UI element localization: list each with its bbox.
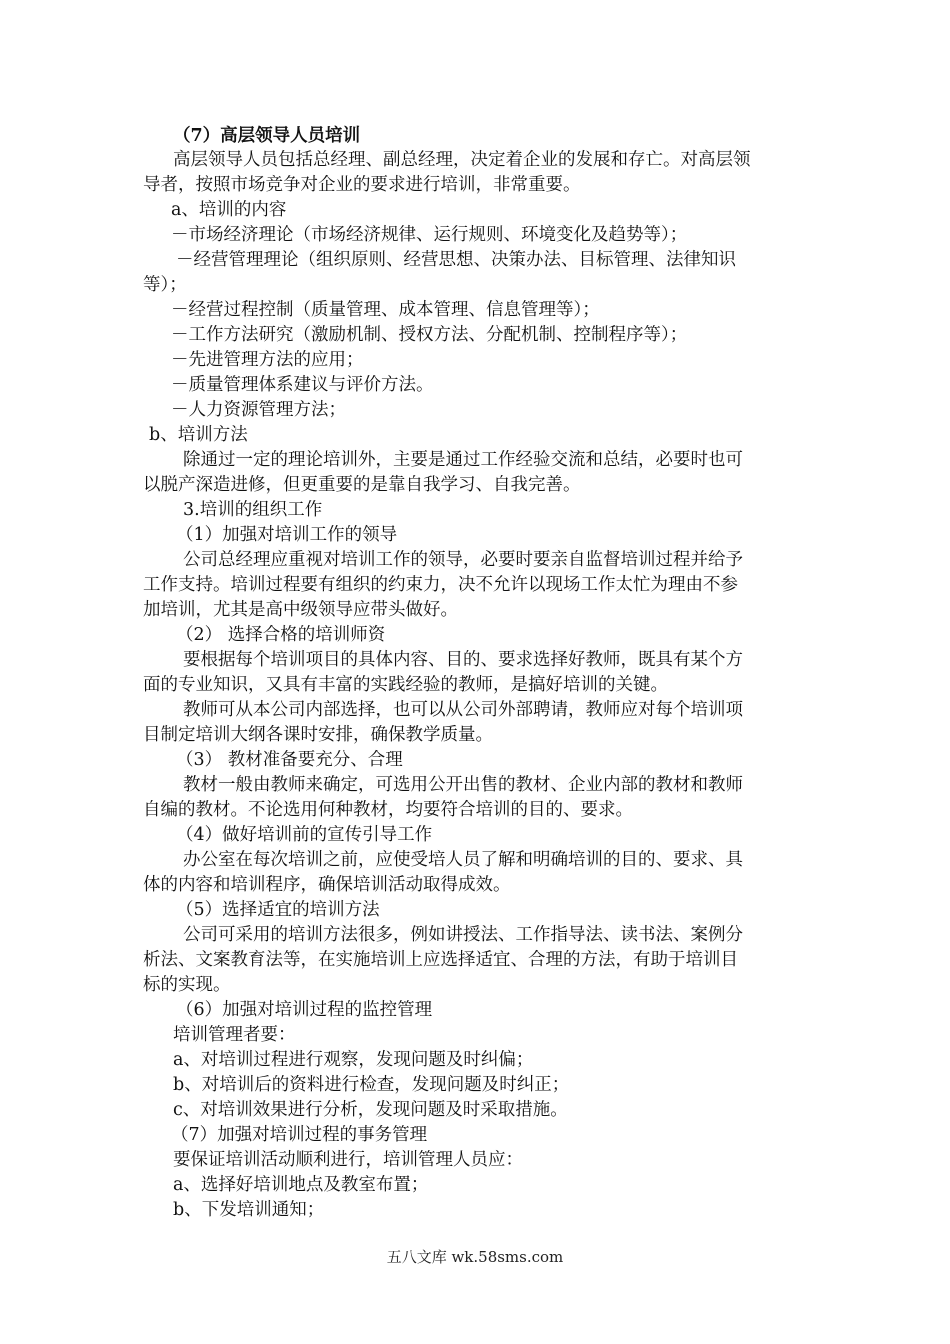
subheading-line: a、培训的内容: [171, 200, 287, 220]
paragraph-line: 标的实现。: [143, 975, 231, 995]
list-item-continuation: 等）；: [143, 275, 187, 295]
list-item: a、选择好培训地点及教室布置；: [173, 1175, 429, 1195]
paragraph-line: 除通过一定的理论培训外，主要是通过工作经验交流和总结，必要时也可: [183, 450, 743, 470]
list-item: －先进管理方法的应用；: [171, 350, 364, 370]
subheading-line: （7）加强对培训过程的事务管理: [171, 1125, 428, 1145]
paragraph-line: 析法、文案教育法等，在实施培训上应选择适宜、合理的方法，有助于培训目: [143, 950, 738, 970]
subheading-line: （6）加强对培训过程的监控管理: [176, 1000, 433, 1020]
paragraph-line: 教师可从本公司内部选择，也可以从公司外部聘请，教师应对每个培训项: [183, 700, 743, 720]
paragraph-line: 办公室在每次培训之前，应使受培人员了解和明确培训的目的、要求、具: [183, 850, 743, 870]
paragraph-line: 导者，按照市场竞争对企业的要求进行培训，非常重要。: [143, 175, 581, 195]
list-item: －市场经济理论（市场经济规律、运行规则、环境变化及趋势等）；: [171, 225, 688, 245]
list-item: －经营管理理论（组织原则、经营思想、决策办法、目标管理、法律知识: [176, 250, 736, 270]
paragraph-line: 公司总经理应重视对培训工作的领导，必要时要亲自监督培训过程并给予: [183, 550, 743, 570]
subheading-line: （3） 教材准备要充分、合理: [176, 750, 403, 770]
list-item: b、对培训后的资料进行检查，发现问题及时纠正；: [173, 1075, 570, 1095]
list-item: a、对培训过程进行观察，发现问题及时纠偏；: [173, 1050, 534, 1070]
list-item: －工作方法研究（激励机制、授权方法、分配机制、控制程序等）；: [171, 325, 688, 345]
list-item: b、下发培训通知；: [173, 1200, 325, 1220]
list-item: c、对培训效果进行分析，发现问题及时采取措施。: [173, 1100, 568, 1120]
list-item: －质量管理体系建议与评价方法。: [171, 375, 434, 395]
paragraph-line: 以脱产深造进修，但更重要的是靠自我学习、自我完善。: [143, 475, 581, 495]
paragraph-line: 加培训，尤其是高中级领导应带头做好。: [143, 600, 458, 620]
subheading-line: （2） 选择合格的培训师资: [176, 625, 386, 645]
list-item: －人力资源管理方法；: [171, 400, 346, 420]
paragraph-line: 工作支持。培训过程要有组织的约束力，决不允许以现场工作太忙为理由不参: [143, 575, 738, 595]
section-heading-3: 3.培训的组织工作: [183, 500, 323, 520]
paragraph-line: 教材一般由教师来确定，可选用公开出售的教材、企业内部的教材和教师: [183, 775, 743, 795]
subheading-line: （4）做好培训前的宣传引导工作: [176, 825, 433, 845]
list-item: －经营过程控制（质量管理、成本管理、信息管理等）；: [171, 300, 600, 320]
subheading-line: （5）选择适宜的培训方法: [176, 900, 380, 920]
paragraph-line: 自编的教材。不论选用何种教材，均要符合培训的目的、要求。: [143, 800, 633, 820]
section-heading-7: （7）高层领导人员培训: [173, 126, 361, 146]
paragraph-line: 体的内容和培训程序，确保培训活动取得成效。: [143, 875, 511, 895]
paragraph-line: 目制定培训大纲各课时安排，确保教学质量。: [143, 725, 493, 745]
footer-watermark-text: 五八文库 wk.58sms.com: [386, 1248, 564, 1266]
paragraph-line: 要保证培训活动顺利进行，培训管理人员应：: [173, 1150, 523, 1170]
subheading-line: b、培训方法: [149, 425, 248, 445]
paragraph-line: 培训管理者要：: [173, 1025, 296, 1045]
paragraph-line: 要根据每个培训项目的具体内容、目的、要求选择好教师，既具有某个方: [183, 650, 743, 670]
paragraph-line: 高层领导人员包括总经理、副总经理，决定着企业的发展和存亡。对高层领: [173, 150, 751, 170]
paragraph-line: 公司可采用的培训方法很多，例如讲授法、工作指导法、读书法、案例分: [183, 925, 743, 945]
paragraph-line: 面的专业知识，又具有丰富的实践经验的教师，是搞好培训的关键。: [143, 675, 668, 695]
subheading-line: （1）加强对培训工作的领导: [176, 525, 398, 545]
